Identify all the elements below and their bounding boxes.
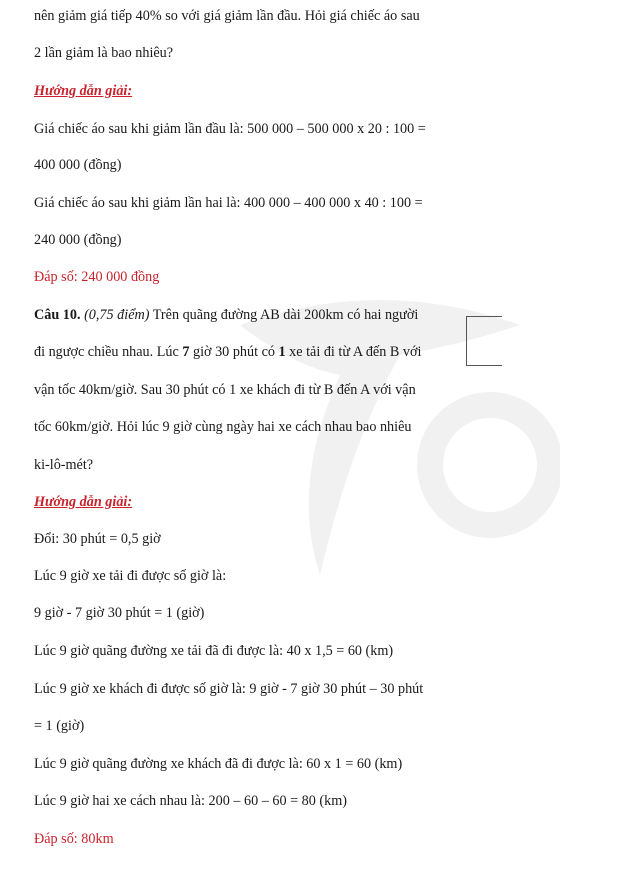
question-10-line bbox=[34, 306, 418, 324]
question-text: xe tải đi từ A đến B với bbox=[285, 344, 422, 360]
text-line: 400 000 (đồng) bbox=[34, 157, 122, 173]
answer-line: Đáp số: 80km bbox=[34, 831, 114, 847]
text-line: Giá chiếc áo sau khi giảm lần hai là: 400 000 – 400 000 x 40 : 100 = bbox=[34, 195, 423, 211]
score-box bbox=[466, 316, 502, 366]
solution-step: Lúc 9 giờ quãng đường xe khách đã đi được là: 60 x 1 = 60 (km) bbox=[34, 756, 403, 772]
question-label: Câu 10. bbox=[34, 307, 81, 323]
solution-step: = 1 (giờ) bbox=[34, 718, 85, 734]
solution-step: Lúc 9 giờ xe khách đi được số giờ là: 9 giờ - 7 giờ 30 phút – 30 phút bbox=[34, 681, 424, 697]
text-line: 240 000 (đồng) bbox=[34, 232, 122, 248]
solution-step: Đổi: 30 phút = 0,5 giờ bbox=[34, 531, 161, 547]
solution-heading: Hướng dẫn giải: bbox=[34, 494, 133, 510]
question-text-bold: 1 bbox=[278, 344, 286, 360]
question-text: đi ngược chiều nhau. Lúc bbox=[34, 344, 183, 360]
question-10-line: tốc 60km/giờ. Hỏi lúc 9 giờ cùng ngày hai xe cách nhau bao nhiêu bbox=[34, 419, 412, 435]
question-10-line bbox=[34, 343, 421, 361]
question-score: (0,75 điểm) bbox=[84, 307, 150, 323]
solution-step: Lúc 9 giờ hai xe cách nhau là: 200 – 60 – 60 = 80 (km) bbox=[34, 793, 347, 809]
answer-line: Đáp số: 240 000 đồng bbox=[34, 269, 160, 285]
solution-step: Lúc 9 giờ quãng đường xe tải đã đi được là: 40 x 1,5 = 60 (km) bbox=[34, 643, 394, 659]
question-10-line: ki-lô-mét? bbox=[34, 457, 94, 473]
solution-step: 9 giờ - 7 giờ 30 phút = 1 (giờ) bbox=[34, 605, 205, 621]
text-line: 2 lần giảm là bao nhiêu? bbox=[34, 45, 174, 61]
question-text: giờ 30 phút có bbox=[189, 344, 279, 360]
question-text: Trên quãng đường AB dài 200km có hai người bbox=[149, 307, 419, 323]
solution-step: Lúc 9 giờ xe tải đi được số giờ là: bbox=[34, 568, 227, 584]
solution-heading: Hướng dẫn giải: bbox=[34, 83, 133, 99]
text-line: nên giảm giá tiếp 40% so với giá giảm lần đầu. Hỏi giá chiếc áo sau bbox=[34, 8, 420, 24]
question-text-bold: 7 bbox=[182, 344, 190, 360]
question-10-line: vận tốc 40km/giờ. Sau 30 phút có 1 xe khách đi từ B đến A với vận bbox=[34, 382, 416, 398]
text-line: Giá chiếc áo sau khi giảm lần đầu là: 500 000 – 500 000 x 20 : 100 = bbox=[34, 121, 426, 137]
